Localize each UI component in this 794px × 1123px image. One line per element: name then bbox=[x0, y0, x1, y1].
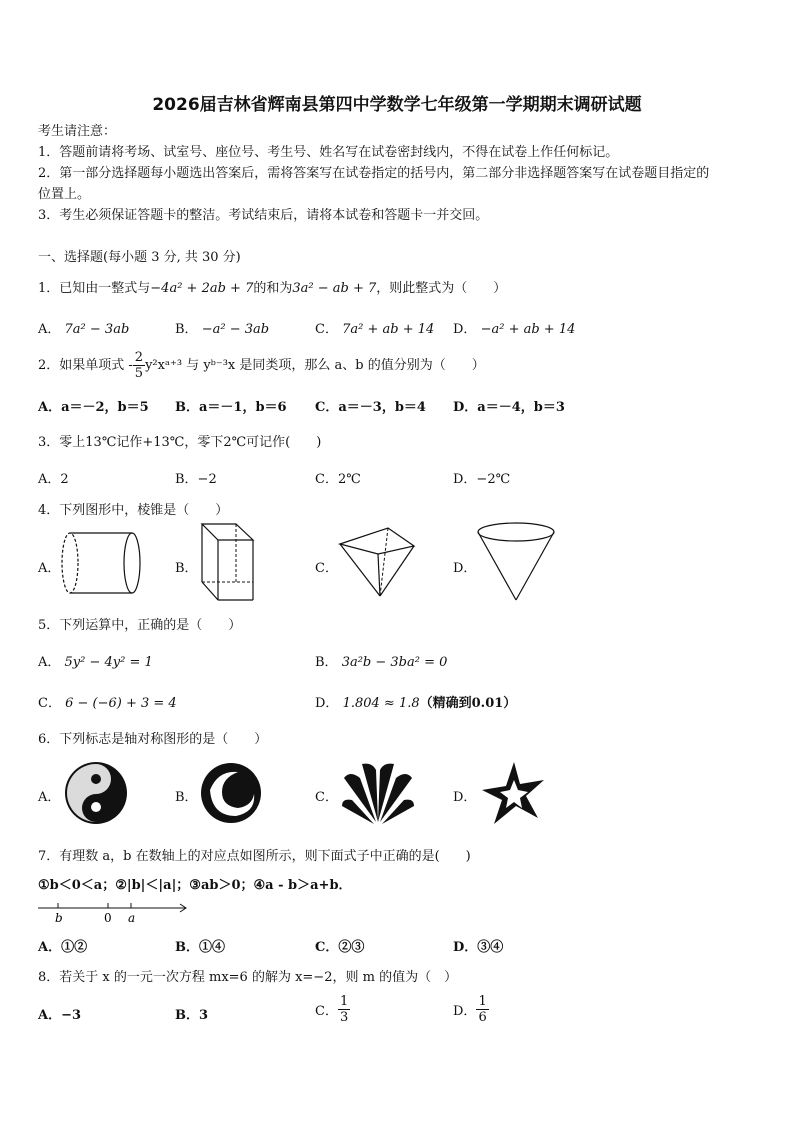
q7-option-a: A．①② bbox=[38, 940, 88, 955]
q6-label-a: A． bbox=[38, 790, 61, 805]
q1-option-c: C． 7a² + ab + 14 bbox=[315, 322, 435, 337]
question-5: 5．下列运算中，正确的是（ ） bbox=[38, 618, 242, 633]
cylinder-figure bbox=[60, 528, 148, 598]
q4-label-d: D． bbox=[453, 561, 477, 576]
q8-fraction-c: $\frac{1}{3}$ bbox=[339, 994, 349, 1025]
question-4: 4．下列图形中，棱锥是（ ） bbox=[38, 503, 229, 518]
q8-fraction-d: $\frac{1}{6}$ bbox=[478, 994, 487, 1025]
pyramid-figure bbox=[338, 520, 418, 600]
q2-option-d: D．a＝－4，b＝3 bbox=[453, 400, 565, 415]
q1-stem-c: ，则此整式为（ ） bbox=[376, 281, 507, 296]
axis-label-b: b bbox=[55, 911, 63, 925]
question-8: 8．若关于 x 的一元一次方程 mx=6 的解为 x=−2，则 m 的值为（ ） bbox=[38, 970, 458, 985]
q1-option-d: D． −a² + ab + 14 bbox=[453, 322, 576, 337]
q7-option-c: C．②③ bbox=[315, 940, 365, 955]
q6-label-b: B． bbox=[175, 790, 198, 805]
q1-expr-2: 3a² − ab + 7 bbox=[292, 281, 377, 296]
q3-option-d: D．−2℃ bbox=[453, 472, 511, 487]
q8-option-b: B．3 bbox=[175, 1008, 209, 1023]
q3-option-b: B．−2 bbox=[175, 472, 217, 487]
q2-option-a: A．a＝－2，b＝5 bbox=[38, 400, 149, 415]
question-3: 3．零上13℃记作+13℃，零下2℃可记作( ) bbox=[38, 435, 322, 450]
q1-option-b: B． −a² − 3ab bbox=[175, 322, 270, 337]
notice-item: 位置上。 bbox=[38, 187, 91, 202]
q2-fraction: $\frac{2}{5}$ bbox=[134, 350, 144, 381]
q1-stem-b: 的和为 bbox=[253, 281, 293, 296]
notice-item: 1．答题前请将考场、试室号、座位号、考生号、姓名写在试卷密封线内，不得在试卷上作任何标记。 bbox=[38, 145, 619, 160]
q4-label-b: B． bbox=[175, 561, 198, 576]
q7-statements: ①b＜0＜a；②|b|＜|a|；③ab＞0；④a - b＞a+b． bbox=[38, 878, 352, 893]
q8-option-a: A．−3 bbox=[38, 1008, 82, 1023]
q5-option-d: D． 1.804 ≈ 1.8（精确到0.01） bbox=[315, 696, 517, 711]
triangular-prism-figure bbox=[198, 520, 260, 604]
yin-yang-logo-icon bbox=[63, 760, 129, 826]
q7-option-b: B．①④ bbox=[175, 940, 225, 955]
q2-option-c: C．a＝－3，b＝4 bbox=[315, 400, 426, 415]
q5-option-c: C． 6 − (−6) + 3 = 4 bbox=[38, 696, 177, 711]
q1-expr-1: −4a² + 2ab + 7 bbox=[150, 281, 254, 296]
q5-option-b: B． 3a²b − 3ba² = 0 bbox=[315, 655, 448, 670]
q4-label-a: A． bbox=[38, 561, 61, 576]
axis-label-0: 0 bbox=[104, 911, 112, 925]
q1-stem-a: 1．已知由一整式与 bbox=[38, 281, 151, 296]
notice-item: 3．考生必须保证答题卡的整洁。考试结束后，请将本试卷和答题卡一并交回。 bbox=[38, 208, 489, 223]
q2-option-b: B．a＝－1，b＝6 bbox=[175, 400, 287, 415]
question-7: 7．有理数 a，b 在数轴上的对应点如图所示，则下面式子中正确的是( ) bbox=[38, 849, 471, 864]
q4-label-c: C． bbox=[315, 561, 338, 576]
q6-label-d: D． bbox=[453, 790, 477, 805]
number-line-figure bbox=[38, 898, 190, 926]
q5-option-a: A． 5y² − 4y² = 1 bbox=[38, 655, 153, 670]
fan-petals-logo-icon bbox=[340, 760, 416, 826]
stars-logo-icon bbox=[478, 760, 550, 828]
question-6: 6．下列标志是轴对称图形的是（ ） bbox=[38, 732, 268, 747]
page-title: 2026届吉林省辉南县第四中学数学七年级第一学期期末调研试题 bbox=[152, 95, 642, 115]
q3-option-c: C．2℃ bbox=[315, 472, 361, 487]
notice-heading: 考生请注意： bbox=[38, 124, 117, 139]
question-1 bbox=[38, 277, 506, 296]
swirl-logo-icon bbox=[198, 760, 264, 826]
q1-option-a: A． 7a² − 3ab bbox=[38, 322, 130, 337]
q6-label-c: C． bbox=[315, 790, 338, 805]
axis-label-a: a bbox=[128, 911, 136, 925]
q3-option-a: A．2 bbox=[38, 472, 69, 487]
cone-figure bbox=[476, 520, 558, 604]
q8-option-c: C． $\frac{1}{3}$ bbox=[315, 994, 349, 1025]
question-2: 2．如果单项式 - $\frac{2}{5}$ y²xᵃ⁺³ 与 yᵇ⁻³x 是同类项，那么 a、b 的值分别为（ ） bbox=[38, 350, 485, 381]
q7-option-d: D．③④ bbox=[453, 940, 504, 955]
notice-item: 2．第一部分选择题每小题选出答案后，需将答案写在试卷指定的括号内，第二部分非选择题答案写在试卷题目指定的 bbox=[38, 166, 710, 181]
section-heading: 一、选择题(每小题 3 分, 共 30 分) bbox=[38, 250, 241, 265]
q8-option-d: D． $\frac{1}{6}$ bbox=[453, 994, 487, 1025]
